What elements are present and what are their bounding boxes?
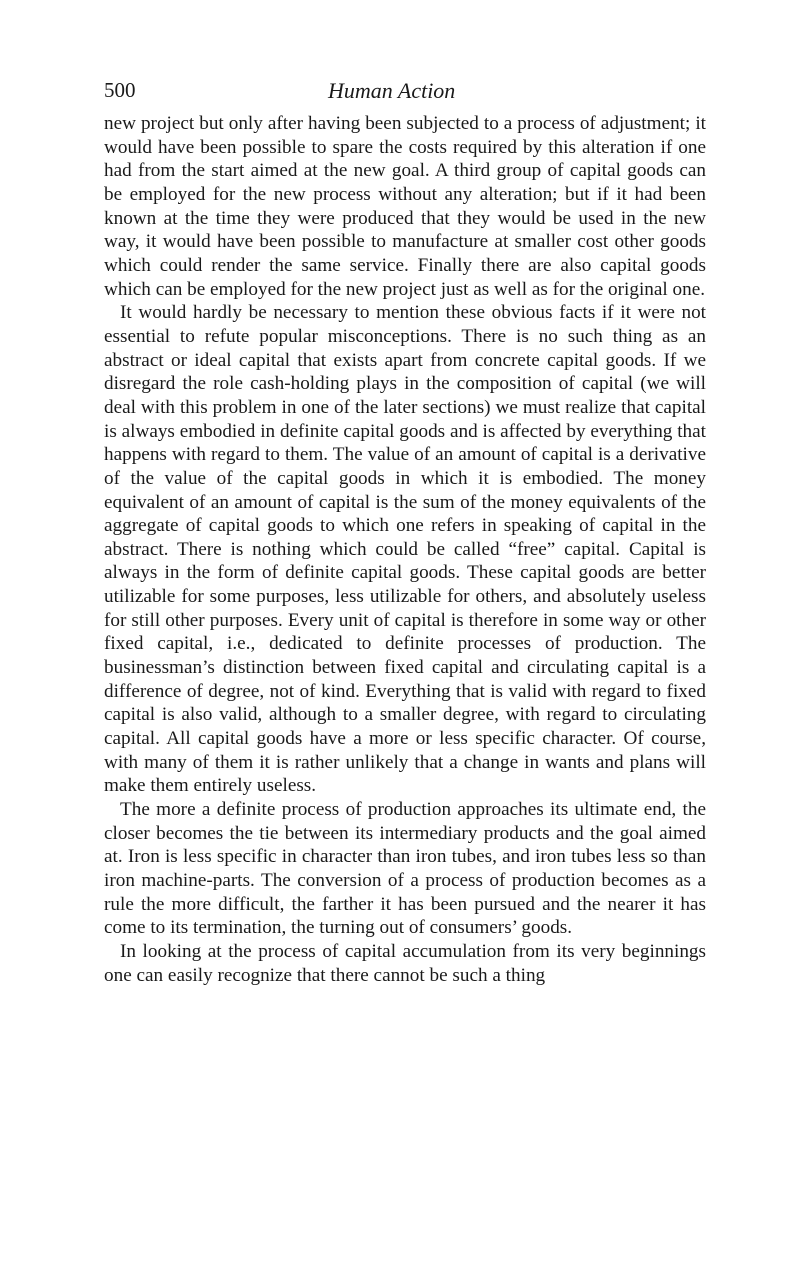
paragraph: In looking at the process of capital accumulation from its very beginnings one can easily recognize that there cannot be such a thing — [104, 940, 706, 986]
paragraph-continued: new project but only after having been subjected to a process of adjustment; it would have been possible to spare the costs required by this alteration if one had from the start aimed at the new goal. A third group of capital goods can be employed for the new process without any alteration; but if it had been known at the time they were produced that they would be used in the new way, it would have been possible to manufacture at smaller cost other goods which could render the same service. Finally there are also capital goods which can be employed for the new project just as well as for the original one. — [104, 113, 706, 300]
paragraph: It would hardly be necessary to mention these obvious facts if it were not essential to refute popular misconceptions. There is no such thing as an abstract or ideal capital that exists apart from concrete capital goods. If we disregard the role cash-holding plays in the composition of capital (we will deal with this problem in one of the later sections) we must realize that capital is always embodied in definite capital goods and is affected by everything that happens with regard to them. The value of an amount of capital is a derivative of the value of the capital goods in which it is embodied. The money equivalent of an amount of capital is the sum of the money equivalents of the aggregate of capital goods to which one refers in speaking of capital in the abstract. There is nothing which could be called “free” capital. Capital is always in the form of definite capital goods. These capital goods are better utilizable for some purposes, less utilizable for others, and absolutely useless for still other purposes. Every unit of capital is therefore in some way or other fixed capital, i.e., dedicated to definite processes of production. The businessman’s distinction between fixed capital and circulating capital is a difference of degree, not of kind. Everything that is valid with regard to fixed capital is also valid, although to a smaller degree, with regard to circulating capital. All capital goods have a more or less specific character. Of course, with many of them it is rather unlikely that a change in wants and plans will make them entirely useless. — [104, 302, 706, 797]
paragraph: The more a definite process of production approaches its ultimate end, the closer becomes the tie between its intermediary products and the goal aimed at. Iron is less specific in character than iron tubes, and iron tubes less so than iron machine-parts. The conversion of a process of production becomes as a rule the more difficult, the farther it has been pursued and the nearer it has come to its termination, the turning out of consumers’ goods. — [104, 799, 706, 939]
body-text — [104, 112, 706, 987]
page-number: 500 — [104, 78, 136, 102]
running-head — [104, 78, 706, 112]
book-page — [104, 78, 706, 987]
book-title: Human Action — [328, 78, 456, 103]
